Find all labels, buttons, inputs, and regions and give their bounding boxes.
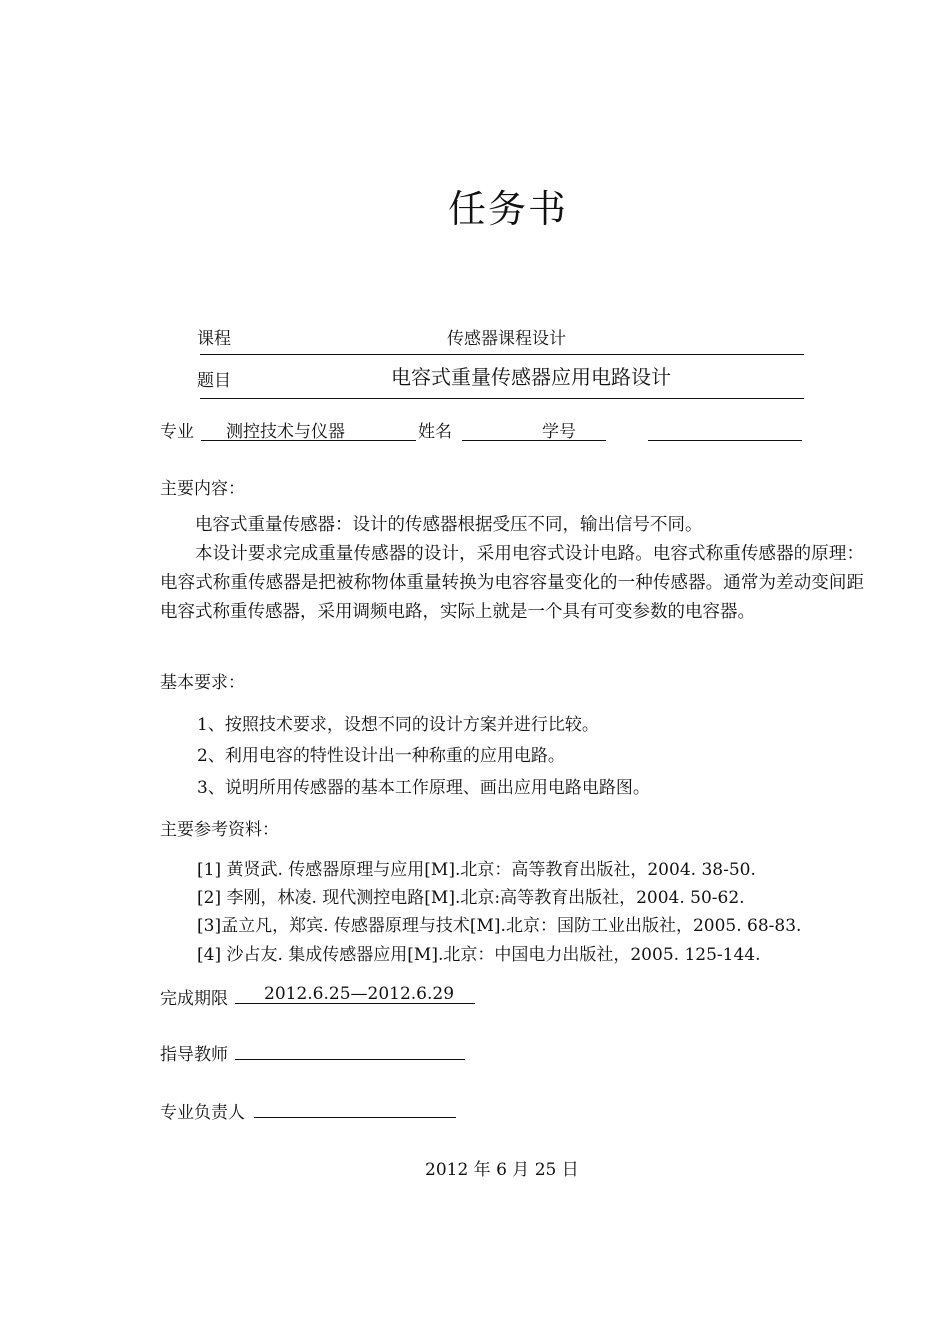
- deadline-value: 2012.6.25—2012.6.29: [264, 984, 455, 1004]
- topic-value: 电容式重量传感器应用电路设计: [391, 365, 671, 389]
- major-head-label: 专业负责人: [160, 1103, 245, 1123]
- document-title: 任务书: [447, 187, 568, 231]
- requirements-heading: 基本要求：: [160, 673, 245, 693]
- course-value: 传感器课程设计: [447, 329, 566, 349]
- topic-underline: [200, 398, 804, 399]
- deadline-label: 完成期限: [160, 989, 228, 1009]
- main-content-paragraph: 电容式重量传感器：设计的传感器根据受压不同，输出信号不同。: [195, 515, 703, 535]
- major-underline: [201, 440, 416, 441]
- reference-item: [2] 李刚，林凌. 现代测控电路[M].北京:高等教育出版社，2004. 50-62.: [197, 888, 745, 908]
- topic-label: 题目: [197, 371, 231, 391]
- requirement-item: 1、按照技术要求，设想不同的设计方案并进行比较。: [197, 715, 599, 735]
- deadline-underline: [235, 1003, 475, 1004]
- reference-item: [1] 黄贤武. 传感器原理与应用[M].北京：高等教育出版社，2004. 38-50.: [197, 860, 756, 880]
- advisor-signature-line: [235, 1059, 465, 1060]
- advisor-label: 指导教师: [160, 1045, 228, 1065]
- references-heading: 主要参考资料：: [160, 820, 279, 840]
- course-label: 课程: [197, 329, 231, 349]
- document-date: 2012 年 6 月 25 日: [425, 1160, 579, 1180]
- major-value: 测控技术与仪器: [226, 422, 345, 442]
- course-underline: [200, 354, 804, 355]
- main-content-paragraph: 本设计要求完成重量传感器的设计，采用电容式设计电路。电容式称重传感器的原理：电容式称重传感器是把被称物体重量转换为电容容量变化的一种传感器。通常为差动变间距电容式称重传感器，采用调频电路，实际上就是一个具有可变参数的电容器。: [160, 544, 864, 622]
- reference-item: [4] 沙占友. 集成传感器应用[M].北京：中国电力出版社，2005. 125-144.: [197, 945, 761, 965]
- major-head-signature-line: [254, 1117, 456, 1118]
- student-id-label: 学号: [542, 422, 576, 442]
- student-id-underline: [648, 440, 802, 441]
- major-label: 专业: [160, 422, 194, 442]
- requirement-item: 3、说明所用传感器的基本工作原理、画出应用电路电路图。: [197, 778, 650, 798]
- reference-item: [3]孟立凡，郑宾. 传感器原理与技术[M].北京：国防工业出版社，2005. 68-83.: [197, 916, 802, 936]
- main-content-heading: 主要内容：: [160, 479, 245, 499]
- requirement-item: 2、利用电容的特性设计出一种称重的应用电路。: [197, 746, 565, 766]
- name-underline: [462, 440, 606, 441]
- name-label: 姓名: [418, 422, 452, 442]
